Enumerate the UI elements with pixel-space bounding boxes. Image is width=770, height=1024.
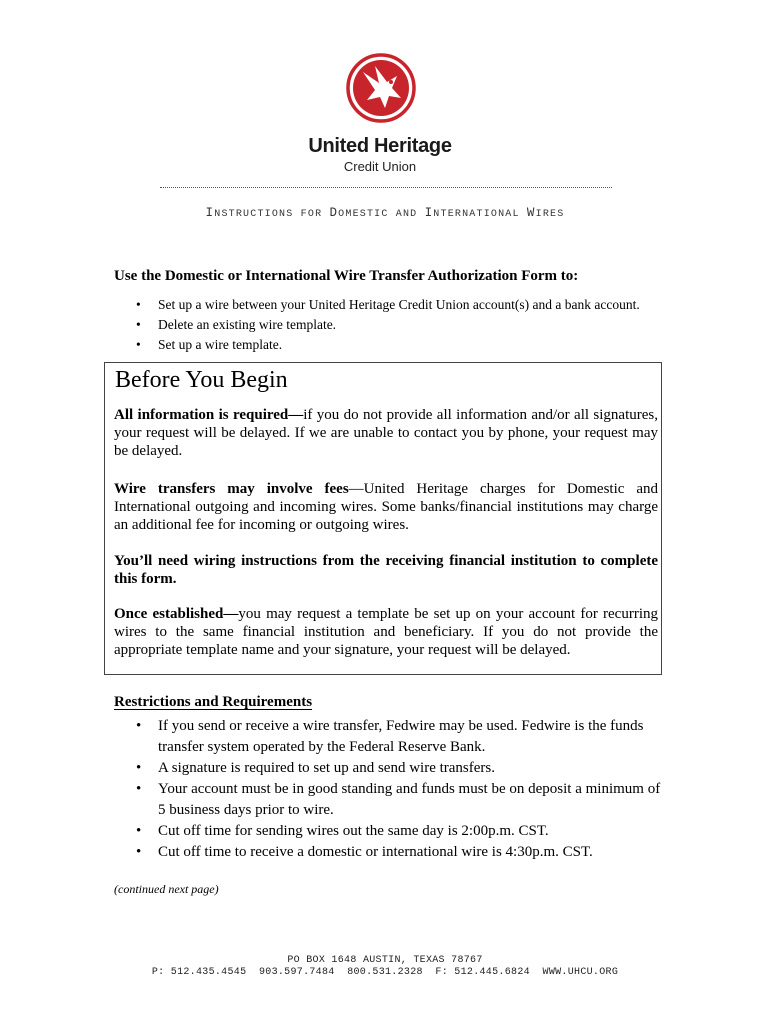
bird-in-circle-icon [345,52,417,124]
footer-address: PO BOX 1648 AUSTIN, TEXAS 78767 [287,955,483,966]
section-title: Before You Begin [115,367,288,393]
paragraph-info-required: All information is required—if you do not provide all information and/or all signatures, your request will be delayed. If we are unable to contact you by phone, your request may be delayed. [114,407,658,459]
org-name: United Heritage [308,135,452,157]
page-title [0,206,770,220]
paragraph-wiring-instructions: You’ll need wiring instructions from the receiving financial institution to complete this form. [114,553,658,587]
list-item: • Set up a wire template. [112,335,640,355]
intro-heading: Use the Domestic or International Wire Transfer Authorization Form to: [114,268,579,284]
list-item: • If you send or receive a wire transfer, Fedwire may be used. Fedwire is the funds transfer system operated by the Federal Reserve Bank. [112,716,664,758]
list-item: • Cut off time for sending wires out the same day is 2:00p.m. CST. [112,821,664,842]
org-subtitle: Credit Union [343,159,417,174]
title-part: INSTRUCTIONS FOR [205,206,330,220]
paragraph-once-established: Once established—you may request a template be set up on your account for recurring wires to the same financial institution and beneficiary. If you do not provide the appropriate template name and your signature, your request will be delayed. [114,606,658,658]
restrictions-list [112,716,664,863]
before-you-begin-box [104,362,662,675]
title-part: DOMESTIC AND [329,206,425,220]
title-part: INTERNATIONAL [424,206,527,220]
list-item: • Cut off time to receive a domestic or international wire is 4:30p.m. CST. [112,842,664,863]
intro-list [112,295,640,355]
paragraph-fees: Wire transfers may involve fees—United Heritage charges for Domestic and International outgoing and incoming wires. Some banks/financial institutions may charge an additional fee for incoming or outgoing wires. [114,481,658,533]
list-item: • Set up a wire between your United Heritage Credit Union account(s) and a bank account. [112,295,640,315]
restrictions-heading: Restrictions and Requirements [114,694,313,710]
continued-note: (continued next page) [114,882,219,896]
list-item: • Delete an existing wire template. [112,315,640,335]
list-item: • Your account must be in good standing and funds must be on deposit a minimum of 5 business days prior to wire. [112,779,664,821]
divider [160,187,612,188]
footer-contacts: P: 512.435.4545 903.597.7484 800.531.2328 F: 512.445.6824 WWW.UHCU.ORG [151,967,619,978]
list-item: • A signature is required to set up and send wire transfers. [112,758,664,779]
title-part: WIRES [526,206,565,220]
